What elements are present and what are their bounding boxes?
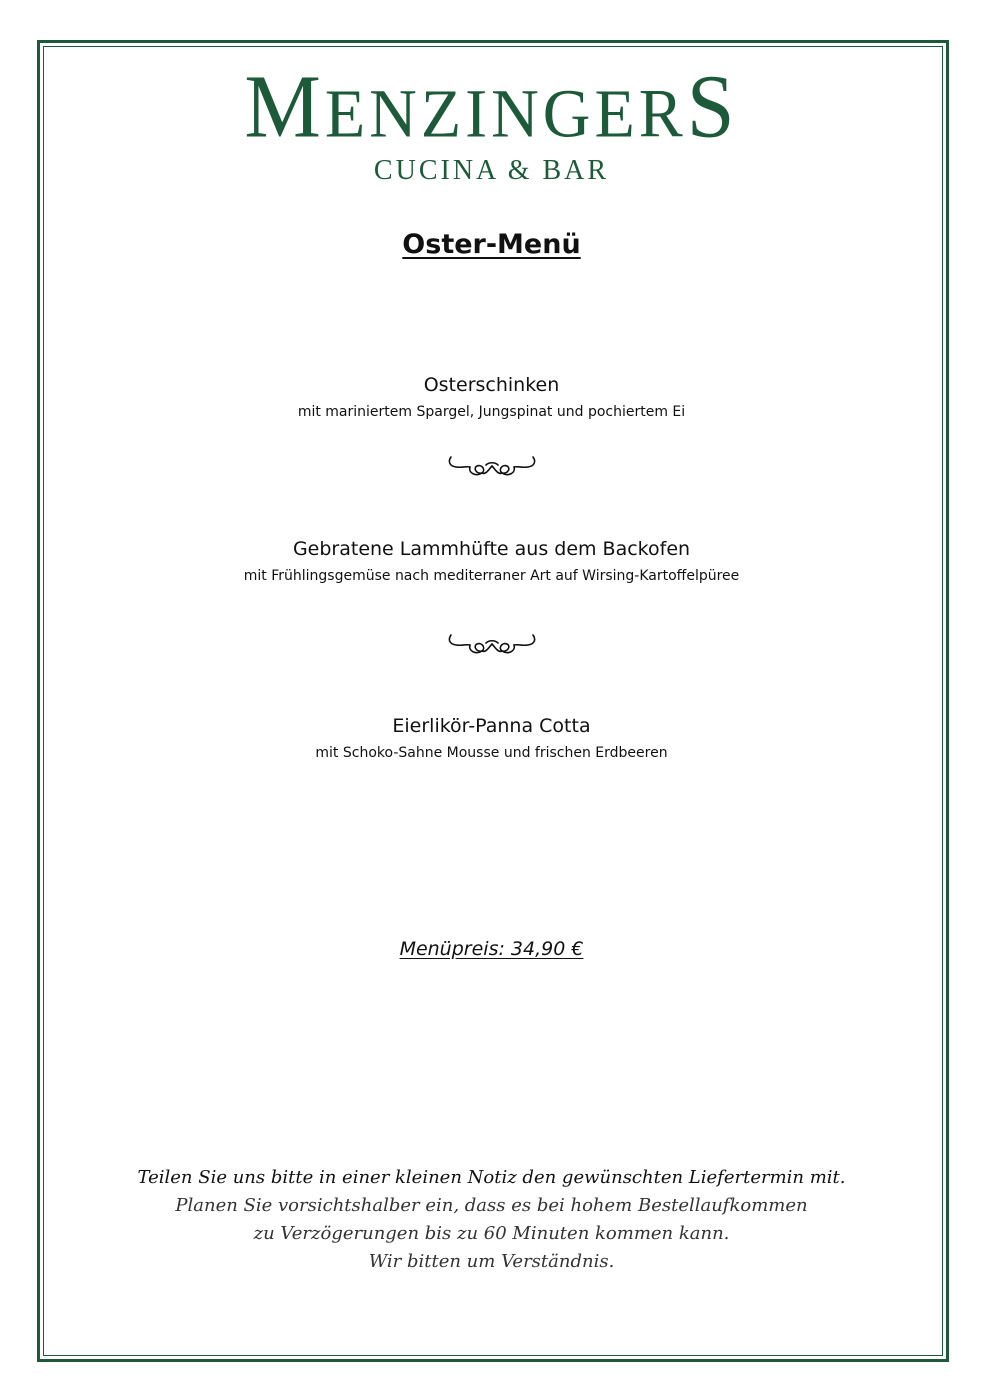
brand-name-final: S — [686, 55, 739, 157]
course-item — [0, 536, 983, 586]
course-name: Eierlikör-Panna Cotta — [392, 715, 591, 737]
course-description: mit mariniertem Spargel, Jungspinat und pochiertem Ei — [297, 404, 686, 420]
brand-logo — [0, 55, 983, 186]
brand-name-middle: ENZINGER — [324, 75, 687, 152]
menu-title: Oster-Menü — [402, 229, 581, 260]
course-name: Osterschinken — [423, 374, 560, 396]
footer-note-line: zu Verzögerungen bis zu 60 Minuten kommen kann. — [253, 1223, 730, 1244]
footer-note-line: Teilen Sie uns bitte in einer kleinen Notiz den gewünschten Liefertermin mit. — [137, 1167, 846, 1188]
menu-price: Menüpreis: 34,90 € — [399, 938, 584, 960]
flourish-divider-icon — [446, 453, 538, 481]
brand-name — [0, 55, 983, 157]
flourish-divider-icon — [446, 631, 538, 659]
course-description: mit Schoko-Sahne Mousse und frischen Erdbeeren — [315, 745, 668, 761]
course-item — [0, 713, 983, 763]
brand-subtitle: CUCINA & BAR — [373, 155, 610, 186]
footer-note-line: Wir bitten um Verständnis. — [368, 1251, 615, 1272]
footer-note-line: Planen Sie vorsichtshalber ein, dass es bei hohem Bestellaufkommen — [175, 1195, 808, 1216]
course-description: mit Frühlingsgemüse nach mediterraner Art auf Wirsing-Kartoffelpüree — [243, 568, 740, 584]
footer-note — [0, 1164, 983, 1276]
brand-name-initial: M — [244, 55, 325, 157]
course-name: Gebratene Lammhüfte aus dem Backofen — [292, 538, 691, 560]
course-item — [0, 372, 983, 422]
